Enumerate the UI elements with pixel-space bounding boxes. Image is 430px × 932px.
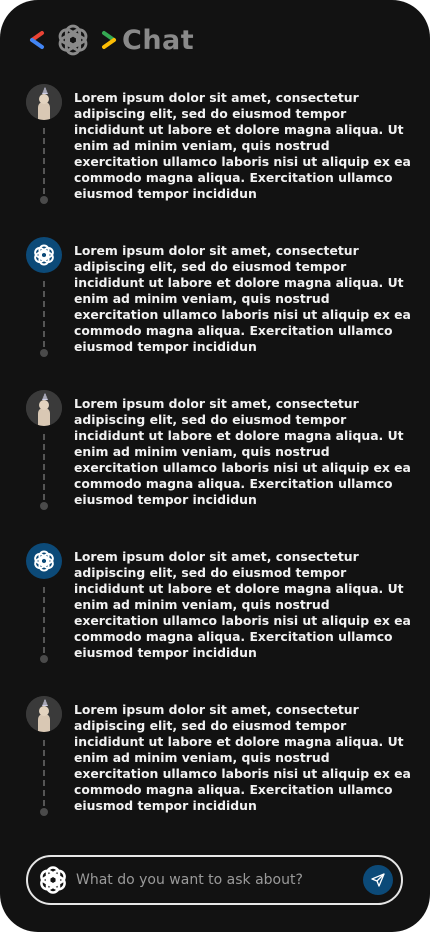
user-avatar-icon	[26, 696, 62, 732]
send-icon	[370, 872, 386, 888]
chevron-left-icon[interactable]	[26, 29, 48, 51]
header	[26, 20, 194, 60]
user-avatar-icon	[26, 84, 62, 120]
message-text: Lorem ipsum dolor sit amet, consectetur adipiscing elit, sed do eiusmod tempor incididunt ut labore et dolore magna aliqua. Ut enim ad minim veniam, quis nostrud exercitation ullamco laboris nisi ut aliquip ex ea commodo magna aliqua. Exercitation ullamco eiusmod tempor incididun	[74, 90, 411, 201]
user-avatar-icon	[26, 390, 62, 426]
chevron-right-icon[interactable]	[98, 29, 120, 51]
thread-dot	[40, 349, 48, 357]
page-title: Chat	[122, 24, 195, 56]
thread-dot	[40, 655, 48, 663]
message-text: Lorem ipsum dolor sit amet, consectetur adipiscing elit, sed do eiusmod tempor incididunt ut labore et dolore magna aliqua. Ut enim ad minim veniam, quis nostrud exercitation ullamco laboris nisi ut aliquip ex ea commodo magna aliqua. Exercitation ullamco eiusmod tempor incididun	[74, 396, 411, 507]
send-button[interactable]	[363, 865, 393, 895]
openai-logo-icon	[36, 863, 70, 897]
thread-dot	[40, 502, 48, 510]
chat-message-user	[26, 390, 410, 515]
message-text: Lorem ipsum dolor sit amet, consectetur adipiscing elit, sed do eiusmod tempor incididunt ut labore et dolore magna aliqua. Ut enim ad minim veniam, quis nostrud exercitation ullamco laboris nisi ut aliquip ex ea commodo magna aliqua. Exercitation ullamco eiusmod tempor incididun	[74, 702, 411, 813]
openai-logo-icon	[26, 237, 62, 273]
message-text: Lorem ipsum dolor sit amet, consectetur adipiscing elit, sed do eiusmod tempor incididunt ut labore et dolore magna aliqua. Ut enim ad minim veniam, quis nostrud exercitation ullamco laboris nisi ut aliquip ex ea commodo magna aliqua. Exercitation ullamco eiusmod tempor incididun	[74, 243, 411, 354]
thread-line	[43, 281, 45, 347]
chat-message-user	[26, 84, 410, 209]
thread-line	[43, 587, 45, 653]
message-text: Lorem ipsum dolor sit amet, consectetur adipiscing elit, sed do eiusmod tempor incididunt ut labore et dolore magna aliqua. Ut enim ad minim veniam, quis nostrud exercitation ullamco laboris nisi ut aliquip ex ea commodo magna aliqua. Exercitation ullamco eiusmod tempor incididun	[74, 549, 411, 660]
chat-message-assistant	[26, 237, 410, 362]
prompt-input[interactable]	[76, 872, 346, 888]
openai-logo-icon	[26, 543, 62, 579]
thread-line	[43, 434, 45, 500]
thread-dot	[40, 196, 48, 204]
openai-logo-icon	[54, 21, 92, 59]
chat-message-assistant	[26, 543, 410, 668]
thread-line	[43, 128, 45, 194]
thread-dot	[40, 808, 48, 816]
thread-line	[43, 740, 45, 806]
message-composer	[26, 855, 403, 905]
chat-message-user	[26, 696, 410, 821]
